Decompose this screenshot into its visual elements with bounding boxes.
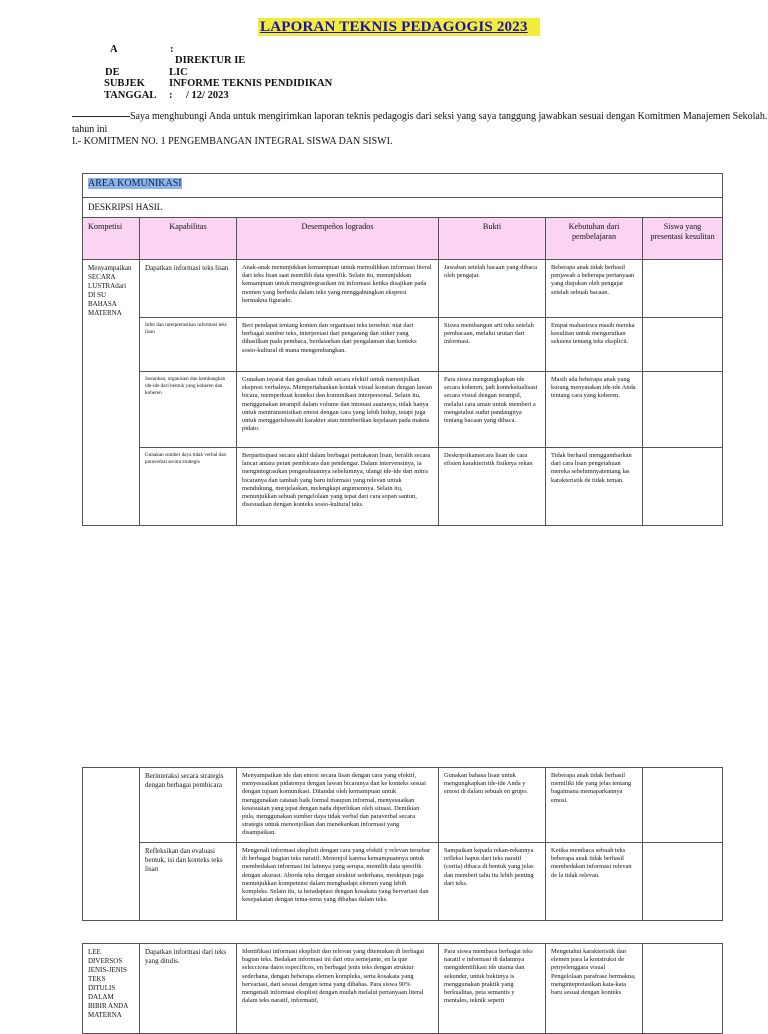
- capability-cell: Infer dan interpretasikan informasi teks lisan: [140, 318, 237, 372]
- capability-cell: Dapatkan informasi teks lisan: [140, 260, 237, 318]
- competence-table-1: [82, 173, 723, 526]
- header-de-value: LIC: [169, 67, 188, 78]
- evidence-cell: Deskripsikansecara lisan de cara efisien karakteristik fisiknya rekan: [439, 448, 546, 526]
- capability-cell: Refleksikan dan evaluasi bentuk, isi dan konteks teks lisan: [140, 843, 237, 921]
- table-row: [83, 768, 723, 843]
- header-subjek-value: INFORME TEKNIS PENDIDIKAN: [169, 78, 333, 89]
- students-cell: [643, 448, 723, 526]
- signature-rule: [72, 116, 130, 117]
- header-de-label: DE: [105, 67, 120, 78]
- students-cell: [643, 318, 723, 372]
- need-cell: Tidak berhasil menggambarkan dari cara lisan pengetahuan mereka sebelumnyatentang las karakteristik de tidak teman.: [546, 448, 643, 526]
- header-direktur: DIREKTUR IE: [175, 55, 246, 66]
- evidence-cell: Jawaban setelah bacaan yang dibaca oleh pengajar.: [439, 260, 546, 318]
- evidence-cell: Para siswa membaca berbagai teks naratif e informasi di dalamnya mengidentifikasi ide utama dan sekunder, untuk buktinya is menggunakan praktik yang berkualitas, peta semantis y mentales, teknik seperti: [439, 944, 546, 1034]
- evidence-cell: Para siswa mengungkapkan ide secara koheren, jadi kontekstualisasi secara visual dengan terampil, melalui cara aman untuk memberi a mengetahui sudut pandangnya tentang bacaan yang dibaca.: [439, 372, 546, 448]
- intro-paragraph: Saya menghubungi Anda untuk mengirimkan laporan teknis pedagogis dari seksi yang saya tanggung jawabkan sesuai dengan Komitmen Manajemen Sekolah.: [130, 111, 768, 122]
- performance-cell: Identifikasi informasi eksplisit dan relevan yang ditemukan di berbagai bagian teks. Bedakan informasi ini dari otra semejante, en la que selecciona datos específicos, en berbagai jenis teks dengan struktur sederhana, dengan beberapa elemen kompleks, serta kosakata yang bervariasi, dari sesuai dengan tema yang dibahas. Para siswa 90% mengenali informasi eksplisit dengan mudah melalui pertanyaan literal dalam teks naratif, informatif,: [237, 944, 439, 1034]
- evidence-cell: Gunakan bahasa lisan untuk mengungkapkan ide-ide Anda y emosi di dalam sebuah en grupo.: [439, 768, 546, 843]
- section-heading: I.- KOMITMEN NO. 1 PENGEMBANGAN INTEGRAL SISWA DAN SISWI.: [72, 136, 393, 147]
- header-a-label: A: [110, 44, 118, 55]
- description-row: [83, 198, 723, 218]
- table-header-row: [83, 218, 723, 260]
- table-row: [83, 372, 723, 448]
- header-kapabilitas: Kapabilitas: [140, 218, 237, 260]
- need-cell: Masih ada beberapa anak yang kurang menyatakan ide-ide Anda tentang cara yang koheren.: [546, 372, 643, 448]
- competence-cell: Menyampaikan SECARA LUSTRAdari DI SU BAHASA MATERNA: [83, 260, 140, 526]
- header-desempenos: Desempeños logrados: [237, 218, 439, 260]
- area-row: [83, 174, 723, 198]
- header-tanggal-colon: :: [169, 90, 173, 101]
- header-a-colon: :: [170, 44, 174, 55]
- capability-cell: Berinteraksi secara strategis dengan berbagai pembicara: [140, 768, 237, 843]
- capability-cell: Gunakan sumber daya tidak verbal dan paraverbal secara strategis: [140, 448, 237, 526]
- header-bukti: Bukti: [439, 218, 546, 260]
- performance-cell: Anak-anak menunjukkan kemampuan untuk memulihkan informasi literal dari teks lisan saat memilih data spesifik. Selain itu, menunjukkan kemampuan untuk mengintegrasikan ini informasi ketika disajikan pada momen yang berbeda dalam teks yang menggabungkan ekspresi bermakna figurado.: [237, 260, 439, 318]
- document-title-text: LAPORAN TEKNIS PEDAGOGIS 2023: [260, 19, 528, 35]
- performance-cell: Menyampaikan ide dan emosi secara lisan dengan cara yang efektif, menyesuaikan pidatonya dengan lawan bicaranya dan ke konteks sesuai dengan tujuan komunikasi. Ditandai oleh kemampuan untuk menggunakan catatan baik formal maupun informal, menyesuaikan kesesuaian yang tepat dengan nada diperlukan oleh situasi. Demikian pula, menggunakan sumber daya tidak verbal dan paraverbal secara strategis untuk menonjolkan dan menekankan informasi yang disampaikan.: [237, 768, 439, 843]
- competence-cell: LEE DIVERSOS JENIS-JENIS TEKS DITULIS DALAM BIBIR ANDA MATERNA: [83, 944, 140, 1034]
- header-tanggal-label: TANGGAL: [104, 90, 157, 101]
- header-subjek-label: SUBJEK: [104, 78, 145, 89]
- evidence-cell: Sampaikan kepada rekan-rekannya refleksi hapus dari teks naratif (cerita) dibaca di bentuk yang jelas dan memberi tahu itu lebih penting dari teks.: [439, 843, 546, 921]
- competence-table-2: [82, 767, 723, 921]
- need-cell: Beberapa anak tidak berhasil memiliki ide yang jelas tentang bagaimana memaparkannya emosi.: [546, 768, 643, 843]
- capability-cell: Dapatkan informasi dari teks yang ditulis.: [140, 944, 237, 1034]
- students-cell: [643, 843, 723, 921]
- table-row: [83, 944, 723, 1034]
- table-row: [83, 260, 723, 318]
- intro-continuation: tahun ini: [72, 124, 108, 135]
- students-cell: [643, 768, 723, 843]
- evidence-cell: Siswa membangun arti teks setelah pembacaan, melalui urutan dari informasi.: [439, 318, 546, 372]
- table-row: [83, 448, 723, 526]
- need-cell: Beberapa anak tidak berhasil penjawab a beberapa pertanyaan yang diajukan oleh pengajar setelah sebuah bacaan.: [546, 260, 643, 318]
- students-cell: [643, 944, 723, 1034]
- competence-cell: [83, 768, 140, 921]
- need-cell: Empat mahasiswa masih mereka kesulitan untuk mengurutkan sekuens tentang teks eksplicit.: [546, 318, 643, 372]
- performance-cell: Mengenali informasi eksplisit dengan cara yang efektif y relevan tersebar di berbagai bagian teks naratif. Menonjol karena kemampuannya untuk membedakan informasi ini lainnya yang serupa, memilih data spesifik dengan akurasi. Aborda teks dengan struktur sederhana, meskipun juga menunjukkan kompetensi dalam menghadapi elemen yang lebih kompleks. Selain itu, ia beradaptasi dengan kosakata yang bervariasi dan kesepakatan dengan tema-tema yang dibahas dalam teks.: [237, 843, 439, 921]
- table-row: [83, 843, 723, 921]
- students-cell: [643, 372, 723, 448]
- need-cell: Ketika membaca sebuah teks beberapa anak tidak berhasil membedakan informasi relevan de la tidak relevan.: [546, 843, 643, 921]
- performance-cell: Berpartisipasi secara aktif dalam berbagai pertukaran lisan, beralih secara lancar antara peran pembicara dan pendengar. Dalam intervensinya, ia mengintegrasikan pengetahuannya sebelumnya, ulangi ide-ide dari mitra bicaranya dan tambah yang baru informasi yang relevan untuk mendukung, menjelaskan, melengkapi argumennya. Selain itu, menunjukkan sebuah pengelolaan yang tepat dari cara sopan santun, disesuaikan dengan konteks sosio-kultural teks.: [237, 448, 439, 526]
- need-cell: Mengetahui karakteristik dan elemen para la konstruksi de penyelenggara visual Pengelolaan parafrase bermakna, mengintepretasikan kata-kata baru sesuai dengan konteks: [546, 944, 643, 1034]
- area-cell: [83, 174, 723, 198]
- header-siswa: Siswa yang presentasi kesulitan: [643, 218, 723, 260]
- header-kebutuhan: Kebutuhan dari pembelajaran: [546, 218, 643, 260]
- capability-cell: Susunkan, organisasi dan kembangkan ide-ide dari bentuk yang koheren dan koheren: [140, 372, 237, 448]
- area-label: AREA KOMUNIKASI: [88, 178, 182, 189]
- performance-cell: Beri pendapat tentang konten dan organisasi teks tersebut. niat dari berbagai sumber teks, interpretasi dari pengarang dan stiker yang dihasilkan pada pembaca, berdasarkan dari pengalaman dan konteks sosio-kultural di mana mengembangkan.: [237, 318, 439, 372]
- header-kompetisi: Kompetisi: [83, 218, 140, 260]
- competence-table-3: [82, 943, 723, 1034]
- header-tanggal-value: / 12/ 2023: [186, 90, 229, 101]
- students-cell: [643, 260, 723, 318]
- document-title: [258, 18, 540, 36]
- performance-cell: Gunakan isyarat dan gerakan tubuh secara efektif untuk menonjolkan ekspresi verbalnya. Mempertahankan kontak visual konstan dengan lawan bicara, memperkuat koneksi dan komunikasi interpersonal. Selain itu, menggunakan terampil dalam volume dan intonasi suaranya, tidak hanya untuk mentransmisikan emosi dengan cara yang lebih hidup, tetapi juga untuk menggarisbawahi karakter atau memberikan kejelasan pada makna pidato.: [237, 372, 439, 448]
- table-row: [83, 318, 723, 372]
- description-label: DESKRIPSI HASIL: [83, 198, 723, 218]
